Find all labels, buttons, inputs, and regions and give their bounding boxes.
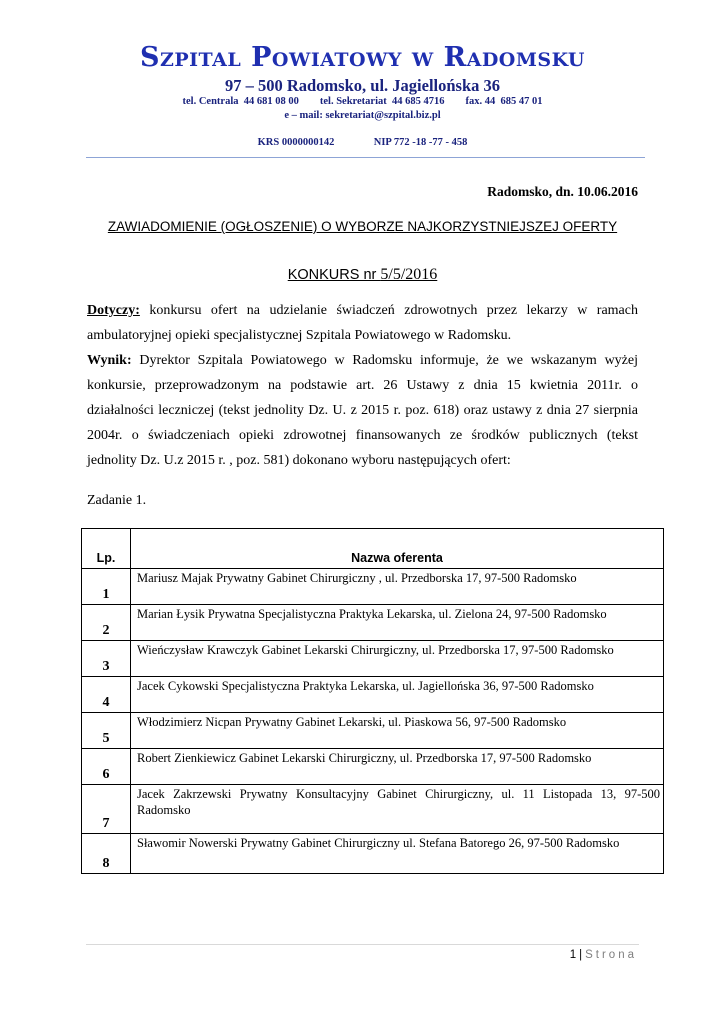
notice-title: ZAWIADOMIENIE (OGŁOSZENIE) O WYBORZE NAJKORZYSTNIEJSZEJ OFERTY [107, 219, 618, 234]
organization-address: 97 – 500 Radomsko, ul. Jagiellońska 36 [224, 76, 501, 95]
concerns-label: Dotyczy: [87, 303, 140, 318]
table-row [82, 677, 664, 713]
concerns-paragraph [87, 298, 638, 348]
document-date: Radomsko, dn. 10.06.2016 [487, 184, 638, 199]
offeror-name: Mariusz Majak Prywatny Gabinet Chirurgiczny , ul. Przedborska 17, 97-500 Radomsko [131, 569, 664, 605]
offers-table [81, 528, 664, 874]
contest-id: 5/5/2016 [380, 266, 438, 283]
offeror-name: Wieńczysław Krawczyk Gabinet Lekarski Chirurgiczny, ul. Przedborska 17, 97-500 Radomsko [131, 641, 664, 677]
row-number: 8 [82, 834, 131, 874]
table-row [82, 641, 664, 677]
header-divider [86, 157, 645, 158]
result-label: Wynik: [87, 353, 132, 368]
table-row [82, 785, 664, 834]
row-number: 6 [82, 749, 131, 785]
task-label: Zadanie 1. [87, 493, 147, 508]
organization-registry: KRS 0000000142 NIP 772 -18 -77 - 458 [257, 137, 468, 148]
offeror-name: Włodzimierz Nicpan Prywatny Gabinet Lekarski, ul. Piaskowa 56, 97-500 Radomsko [131, 713, 664, 749]
page-word: Strona [585, 949, 637, 961]
page-separator: | [579, 949, 583, 961]
organization-contact: tel. Centrala 44 681 08 00 tel. Sekretariat 44 685 4716 fax. 44 685 47 01 [182, 96, 543, 107]
column-header-name: Nazwa oferenta [131, 529, 664, 569]
contest-number [0, 266, 725, 284]
table-row [82, 749, 664, 785]
offeror-name: Robert Zienkiewicz Gabinet Lekarski Chirurgiczny, ul. Przedborska 17, 97-500 Radomsko [131, 749, 664, 785]
offeror-name: Marian Łysik Prywatna Specjalistyczna Praktyka Lekarska, ul. Zielona 24, 97-500 Radomsko [131, 605, 664, 641]
row-number: 3 [82, 641, 131, 677]
column-header-no: Lp. [82, 529, 131, 569]
row-number: 4 [82, 677, 131, 713]
result-paragraph [87, 348, 638, 473]
offeror-name: Sławomir Nowerski Prywatny Gabinet Chirurgiczny ul. Stefana Batorego 26, 97-500 Radomsko [131, 834, 664, 874]
concerns-text: konkursu ofert na udzielanie świadczeń zdrowotnych przez lekarzy w ramach ambulatoryjnej opieki specjalistycznej Szpitala Powiatowego w Radomsku. [87, 303, 638, 343]
page-number: 1 [569, 949, 577, 961]
table-row [82, 713, 664, 749]
row-number: 1 [82, 569, 131, 605]
offeror-name: Jacek Cykowski Specjalistyczna Praktyka Lekarska, ul. Jagiellońska 36, 97-500 Radomsko [131, 677, 664, 713]
row-number: 2 [82, 605, 131, 641]
table-row [82, 834, 664, 874]
footer-divider [86, 944, 639, 945]
table-header-row [82, 529, 664, 569]
page-footer [570, 949, 637, 961]
table-row [82, 569, 664, 605]
organization-title: Szpital Powiatowy w Radomsku [139, 42, 586, 73]
row-number: 7 [82, 785, 131, 834]
body-text [87, 298, 638, 473]
offeror-name: Jacek Zakrzewski Prywatny Konsultacyjny Gabinet Chirurgiczny, ul. 11 Listopada 13, 97-500 Radomsko [131, 785, 664, 834]
row-number: 5 [82, 713, 131, 749]
result-text: Dyrektor Szpitala Powiatowego w Radomsku informuje, że we wskazanym wyżej konkursie, przeprowadzonym na podstawie art. 26 Ustawy z dnia 15 kwietnia 2011r. o działalności leczniczej (tekst jednolity Dz. U. z 2015 r. poz. 618) oraz ustawy z dnia 27 sierpnia 2004r. o świadczeniach opieki zdrowotnej finansowanych ze środków publicznych (tekst jednolity Dz. U.z 2015 r. , poz. 581) dokonano wyboru następujących ofert: [87, 353, 638, 468]
table-row [82, 605, 664, 641]
organization-email: e – mail: sekretariat@szpital.biz.pl [284, 110, 441, 121]
contest-label: KONKURS nr [287, 267, 381, 283]
